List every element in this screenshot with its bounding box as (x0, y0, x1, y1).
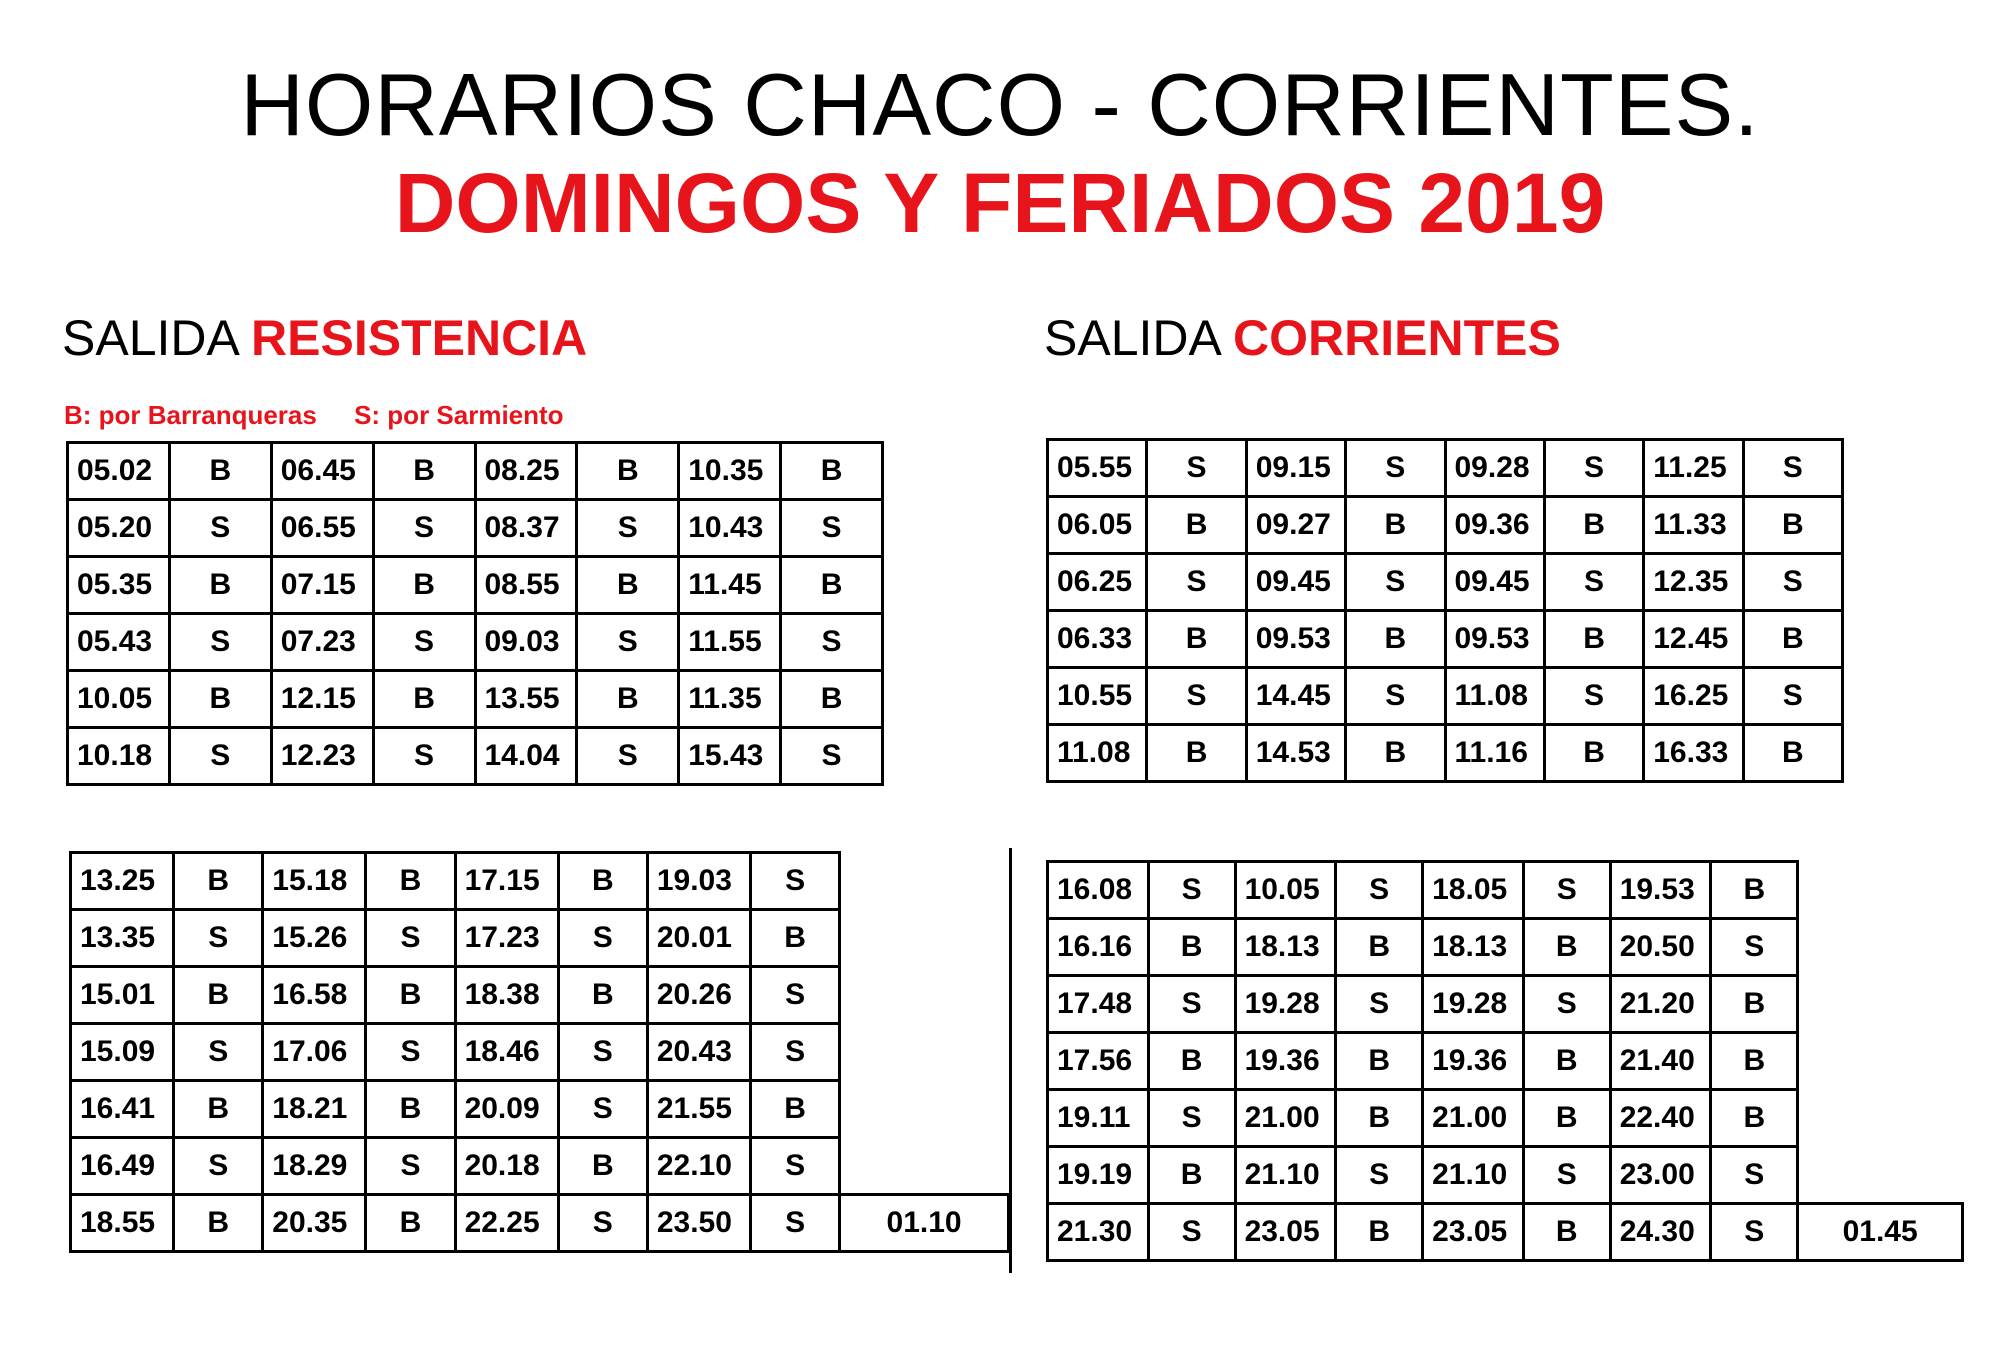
departure-time-cell: 21.20 (1610, 976, 1711, 1033)
departure-time-cell: 16.25 (1644, 668, 1743, 725)
table-row (1048, 611, 1843, 668)
route-code-cell: S (1147, 554, 1246, 611)
route-code-cell: B (558, 967, 647, 1024)
route-code-cell: S (558, 1024, 647, 1081)
departure-time-cell: 19.03 (647, 853, 750, 910)
corrientes-heading (1044, 308, 1561, 368)
departure-time-cell: 20.26 (647, 967, 750, 1024)
table-row (68, 728, 883, 785)
route-code-cell: B (373, 557, 475, 614)
table-row (68, 557, 883, 614)
table-row (1048, 440, 1843, 497)
departure-time-cell: 21.10 (1235, 1147, 1336, 1204)
route-code-cell: S (1743, 554, 1842, 611)
table-row (68, 443, 883, 500)
table-row (71, 1138, 1009, 1195)
route-code-cell: S (1148, 976, 1235, 1033)
route-code-cell: S (1544, 554, 1643, 611)
route-code-cell: B (1711, 976, 1798, 1033)
route-code-cell: B (1336, 1204, 1423, 1261)
route-code-cell: B (1147, 725, 1246, 782)
departure-time-cell: 08.55 (475, 557, 577, 614)
route-code-cell: B (1711, 862, 1798, 919)
route-code-cell: S (577, 728, 679, 785)
departure-time-cell: 16.33 (1644, 725, 1743, 782)
departure-time-cell: 23.50 (647, 1195, 750, 1252)
departure-time-cell: 17.15 (455, 853, 558, 910)
table-row (71, 1195, 1009, 1252)
route-code-cell: S (751, 853, 840, 910)
route-code-cell: B (1346, 497, 1445, 554)
route-code-cell: S (577, 500, 679, 557)
departure-time-cell: 06.25 (1048, 554, 1147, 611)
departure-time-cell: 05.55 (1048, 440, 1147, 497)
resistencia-schedule-table-1 (66, 441, 884, 786)
departure-time-cell: 08.25 (475, 443, 577, 500)
departure-time-cell: 20.35 (263, 1195, 366, 1252)
route-code-cell: S (1711, 1204, 1798, 1261)
route-code-cell: B (1336, 1090, 1423, 1147)
departure-time-cell: 17.06 (263, 1024, 366, 1081)
departure-time-cell: 11.16 (1445, 725, 1544, 782)
departure-time-cell: 05.35 (68, 557, 170, 614)
route-code-cell: S (373, 728, 475, 785)
route-code-cell: B (781, 671, 883, 728)
route-code-cell: B (366, 967, 455, 1024)
departure-time-cell: 06.45 (271, 443, 373, 500)
departure-time-cell: 10.18 (68, 728, 170, 785)
empty-cell (1798, 1090, 1963, 1147)
route-code-cell: B (1147, 497, 1246, 554)
departure-time-cell: 13.55 (475, 671, 577, 728)
departure-time-cell: 21.55 (647, 1081, 750, 1138)
route-code-cell: B (558, 853, 647, 910)
departure-time-cell: 17.23 (455, 910, 558, 967)
route-code-cell: S (366, 1138, 455, 1195)
departure-time-cell: 21.00 (1423, 1090, 1524, 1147)
empty-cell (1798, 1147, 1963, 1204)
route-code-cell: B (1336, 1033, 1423, 1090)
departure-time-cell: 09.36 (1445, 497, 1544, 554)
route-code-cell: B (174, 1195, 263, 1252)
table-row (1048, 1147, 1963, 1204)
route-code-cell: B (781, 443, 883, 500)
departure-time-cell: 11.33 (1644, 497, 1743, 554)
resistencia-heading (62, 308, 587, 368)
table-row (1048, 554, 1843, 611)
departure-time-cell: 09.15 (1246, 440, 1345, 497)
departure-time-cell: 09.28 (1445, 440, 1544, 497)
departure-time-cell: 16.58 (263, 967, 366, 1024)
departure-time-cell: 19.53 (1610, 862, 1711, 919)
departure-time-cell: 19.19 (1048, 1147, 1149, 1204)
departure-time-cell: 10.43 (679, 500, 781, 557)
route-code-cell: B (751, 910, 840, 967)
departure-time-cell: 15.01 (71, 967, 174, 1024)
route-code-cell: S (1148, 1204, 1235, 1261)
table-row (71, 853, 1009, 910)
route-code-cell: S (558, 1081, 647, 1138)
departure-time-cell: 18.38 (455, 967, 558, 1024)
table-row (71, 967, 1009, 1024)
route-code-cell: S (1711, 919, 1798, 976)
departure-time-cell: 18.13 (1423, 919, 1524, 976)
corrientes-schedule-table-1 (1046, 438, 1844, 783)
departure-time-cell: 18.05 (1423, 862, 1524, 919)
departure-time-cell: 24.30 (1610, 1204, 1711, 1261)
corrientes-schedule-table-2 (1046, 860, 1964, 1262)
route-code-cell: S (1523, 862, 1610, 919)
resistencia-schedule-table-2 (69, 851, 1010, 1253)
departure-time-cell: 16.08 (1048, 862, 1149, 919)
departure-time-cell: 20.09 (455, 1081, 558, 1138)
route-code-cell: B (373, 443, 475, 500)
route-code-cell: B (1523, 919, 1610, 976)
route-code-cell: S (751, 967, 840, 1024)
route-code-cell: S (373, 614, 475, 671)
route-code-cell: S (1148, 862, 1235, 919)
route-code-cell: S (1336, 976, 1423, 1033)
departure-time-cell: 10.05 (68, 671, 170, 728)
departure-time-cell: 05.43 (68, 614, 170, 671)
departure-time-cell: 19.11 (1048, 1090, 1149, 1147)
route-code-cell: B (577, 443, 679, 500)
departure-time-cell: 17.48 (1048, 976, 1149, 1033)
empty-cell (840, 1081, 1009, 1138)
table-row (68, 614, 883, 671)
departure-time-cell: 05.20 (68, 500, 170, 557)
route-code-cell: B (1711, 1090, 1798, 1147)
departure-time-cell: 09.45 (1445, 554, 1544, 611)
route-code-cell: S (1544, 440, 1643, 497)
empty-cell (1798, 919, 1963, 976)
departure-time-cell: 12.23 (271, 728, 373, 785)
departure-time-cell: 07.15 (271, 557, 373, 614)
departure-time-cell: 06.33 (1048, 611, 1147, 668)
title-line-2: DOMINGOS Y FERIADOS 2019 (394, 156, 1606, 250)
table-row (71, 1081, 1009, 1138)
departure-time-cell: 11.55 (679, 614, 781, 671)
route-legend (64, 400, 564, 431)
departure-time-cell: 05.02 (68, 443, 170, 500)
route-code-cell: B (1336, 919, 1423, 976)
departure-time-cell: 19.28 (1235, 976, 1336, 1033)
departure-time-cell: 22.40 (1610, 1090, 1711, 1147)
departure-time-cell: 15.18 (263, 853, 366, 910)
route-code-cell: B (1544, 725, 1643, 782)
departure-time-cell: 11.08 (1048, 725, 1147, 782)
route-code-cell: S (1346, 440, 1445, 497)
route-code-cell: S (169, 614, 271, 671)
departure-time-cell: 18.55 (71, 1195, 174, 1252)
route-code-cell: B (174, 967, 263, 1024)
empty-cell (1798, 976, 1963, 1033)
empty-cell (1798, 1033, 1963, 1090)
route-code-cell: S (558, 910, 647, 967)
departure-time-cell: 20.43 (647, 1024, 750, 1081)
departure-time-cell: 13.35 (71, 910, 174, 967)
departure-time-cell: 10.05 (1235, 862, 1336, 919)
departure-time-cell: 12.45 (1644, 611, 1743, 668)
departure-time-cell: 11.35 (679, 671, 781, 728)
late-departure-cell: 01.10 (840, 1195, 1009, 1252)
departure-time-cell: 16.16 (1048, 919, 1149, 976)
route-code-cell: B (366, 853, 455, 910)
route-code-cell: B (1544, 497, 1643, 554)
title-line-1: HORARIOS CHACO - CORRIENTES. (240, 55, 1760, 154)
departure-time-cell: 09.53 (1445, 611, 1544, 668)
table-row (1048, 725, 1843, 782)
route-code-cell: S (1743, 440, 1842, 497)
empty-cell (840, 853, 1009, 910)
resistencia-heading-prefix: SALIDA (62, 310, 238, 366)
route-code-cell: B (366, 1195, 455, 1252)
route-code-cell: B (1743, 497, 1842, 554)
departure-time-cell: 09.53 (1246, 611, 1345, 668)
route-code-cell: S (781, 500, 883, 557)
legend-sarmiento: S: por Sarmiento (354, 400, 564, 430)
route-code-cell: S (1544, 668, 1643, 725)
table-row (1048, 1033, 1963, 1090)
resistencia-heading-place: RESISTENCIA (251, 310, 588, 366)
route-code-cell: S (174, 1024, 263, 1081)
route-code-cell: S (366, 910, 455, 967)
route-code-cell: B (169, 671, 271, 728)
route-code-cell: B (1711, 1033, 1798, 1090)
departure-time-cell: 22.25 (455, 1195, 558, 1252)
route-code-cell: B (366, 1081, 455, 1138)
route-code-cell: S (1336, 862, 1423, 919)
route-code-cell: S (174, 910, 263, 967)
route-code-cell: S (174, 1138, 263, 1195)
route-code-cell: S (751, 1138, 840, 1195)
table-row (1048, 1090, 1963, 1147)
departure-time-cell: 17.56 (1048, 1033, 1149, 1090)
departure-time-cell: 12.35 (1644, 554, 1743, 611)
departure-time-cell: 15.09 (71, 1024, 174, 1081)
departure-time-cell: 18.29 (263, 1138, 366, 1195)
route-code-cell: S (1147, 668, 1246, 725)
departure-time-cell: 23.00 (1610, 1147, 1711, 1204)
route-code-cell: S (751, 1024, 840, 1081)
route-code-cell: B (751, 1081, 840, 1138)
departure-time-cell: 21.40 (1610, 1033, 1711, 1090)
departure-time-cell: 16.41 (71, 1081, 174, 1138)
departure-time-cell: 07.23 (271, 614, 373, 671)
route-code-cell: B (1743, 725, 1842, 782)
route-code-cell: S (1743, 668, 1842, 725)
departure-time-cell: 20.18 (455, 1138, 558, 1195)
empty-cell (840, 967, 1009, 1024)
route-code-cell: B (1148, 1033, 1235, 1090)
route-code-cell: S (169, 728, 271, 785)
route-code-cell: B (781, 557, 883, 614)
route-code-cell: B (174, 1081, 263, 1138)
route-code-cell: S (1346, 668, 1445, 725)
route-code-cell: B (1346, 611, 1445, 668)
departure-time-cell: 09.27 (1246, 497, 1345, 554)
departure-time-cell: 14.53 (1246, 725, 1345, 782)
route-code-cell: S (577, 614, 679, 671)
route-code-cell: B (1148, 1147, 1235, 1204)
route-code-cell: B (1523, 1090, 1610, 1147)
late-departure-cell: 01.45 (1798, 1204, 1963, 1261)
route-code-cell: B (1523, 1204, 1610, 1261)
corrientes-heading-prefix: SALIDA (1044, 310, 1220, 366)
route-code-cell: B (1346, 725, 1445, 782)
table-row (1048, 1204, 1963, 1261)
departure-time-cell: 19.28 (1423, 976, 1524, 1033)
table-row (1048, 497, 1843, 554)
route-code-cell: S (1711, 1147, 1798, 1204)
table-row (1048, 976, 1963, 1033)
route-code-cell: S (751, 1195, 840, 1252)
route-code-cell: S (781, 614, 883, 671)
empty-cell (840, 910, 1009, 967)
departure-time-cell: 18.13 (1235, 919, 1336, 976)
departure-time-cell: 14.45 (1246, 668, 1345, 725)
route-code-cell: S (1523, 976, 1610, 1033)
route-code-cell: B (558, 1138, 647, 1195)
column-divider (1009, 848, 1012, 1273)
departure-time-cell: 06.05 (1048, 497, 1147, 554)
departure-time-cell: 11.25 (1644, 440, 1743, 497)
departure-time-cell: 23.05 (1235, 1204, 1336, 1261)
corrientes-heading-place: CORRIENTES (1233, 310, 1561, 366)
departure-time-cell: 14.04 (475, 728, 577, 785)
departure-time-cell: 20.50 (1610, 919, 1711, 976)
route-code-cell: S (1147, 440, 1246, 497)
route-code-cell: B (1743, 611, 1842, 668)
departure-time-cell: 16.49 (71, 1138, 174, 1195)
departure-time-cell: 15.43 (679, 728, 781, 785)
departure-time-cell: 13.25 (71, 853, 174, 910)
departure-time-cell: 21.30 (1048, 1204, 1149, 1261)
departure-time-cell: 18.21 (263, 1081, 366, 1138)
empty-cell (840, 1138, 1009, 1195)
table-row (71, 1024, 1009, 1081)
route-code-cell: S (558, 1195, 647, 1252)
route-code-cell: B (373, 671, 475, 728)
route-code-cell: B (577, 557, 679, 614)
departure-time-cell: 06.55 (271, 500, 373, 557)
route-code-cell: S (1523, 1147, 1610, 1204)
departure-time-cell: 10.35 (679, 443, 781, 500)
departure-time-cell: 21.00 (1235, 1090, 1336, 1147)
table-row (1048, 919, 1963, 976)
table-row (68, 671, 883, 728)
departure-time-cell: 09.45 (1246, 554, 1345, 611)
departure-time-cell: 19.36 (1235, 1033, 1336, 1090)
empty-cell (1798, 862, 1963, 919)
departure-time-cell: 21.10 (1423, 1147, 1524, 1204)
departure-time-cell: 15.26 (263, 910, 366, 967)
route-code-cell: S (366, 1024, 455, 1081)
route-code-cell: S (169, 500, 271, 557)
route-code-cell: S (1148, 1090, 1235, 1147)
route-code-cell: B (169, 557, 271, 614)
route-code-cell: S (373, 500, 475, 557)
route-code-cell: B (1544, 611, 1643, 668)
departure-time-cell: 19.36 (1423, 1033, 1524, 1090)
route-code-cell: B (1523, 1033, 1610, 1090)
route-code-cell: B (169, 443, 271, 500)
departure-time-cell: 23.05 (1423, 1204, 1524, 1261)
route-code-cell: B (174, 853, 263, 910)
table-row (1048, 862, 1963, 919)
route-code-cell: S (1336, 1147, 1423, 1204)
departure-time-cell: 11.45 (679, 557, 781, 614)
route-code-cell: S (1346, 554, 1445, 611)
route-code-cell: B (577, 671, 679, 728)
departure-time-cell: 20.01 (647, 910, 750, 967)
departure-time-cell: 10.55 (1048, 668, 1147, 725)
legend-barranqueras: B: por Barranqueras (64, 400, 317, 430)
table-row (71, 910, 1009, 967)
departure-time-cell: 18.46 (455, 1024, 558, 1081)
empty-cell (840, 1024, 1009, 1081)
route-code-cell: B (1147, 611, 1246, 668)
departure-time-cell: 08.37 (475, 500, 577, 557)
route-code-cell: S (781, 728, 883, 785)
table-row (68, 500, 883, 557)
departure-time-cell: 12.15 (271, 671, 373, 728)
route-code-cell: B (1148, 919, 1235, 976)
departure-time-cell: 11.08 (1445, 668, 1544, 725)
departure-time-cell: 09.03 (475, 614, 577, 671)
departure-time-cell: 22.10 (647, 1138, 750, 1195)
table-row (1048, 668, 1843, 725)
